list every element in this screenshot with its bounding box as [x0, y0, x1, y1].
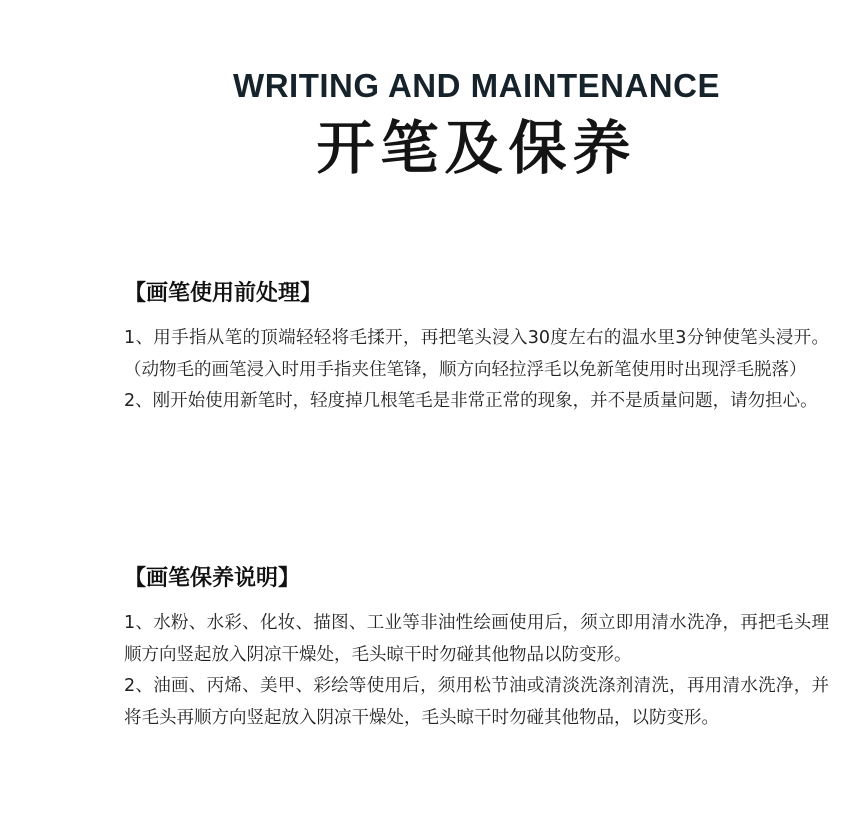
paragraph: 1、水粉、水彩、化妆、描图、工业等非油性绘画使用后，须立即用清水洗净，再把毛头理顺方向竖起放入阴凉干燥处，毛头晾干时勿碰其他物品以防变形。 [124, 613, 829, 665]
paragraph: 1、用手指从笔的顶端轻轻将毛揉开，再把笔头浸入30度左右的温水里3分钟使笔头浸开。（动物毛的画笔浸入时用手指夹住笔锋，顺方向轻拉浮毛以免新笔使用时出现浮毛脱落） [124, 328, 829, 380]
paragraph: 2、刚开始使用新笔时，轻度掉几根笔毛是非常正常的现象，并不是质量问题，请勿担心。 [124, 391, 818, 411]
section-heading: 【画笔保养说明】 [124, 566, 301, 591]
paragraph: 2、油画、丙烯、美甲、彩绘等使用后，须用松节油或清淡洗涤剂清洗，再用清水洗净，并将毛头再顺方向竖起放入阴凉干燥处，毛头晾干时勿碰其他物品，以防变形。 [124, 676, 829, 728]
page-title-english: WRITING AND MAINTENANCE [233, 67, 720, 104]
section-maintenance-instructions [124, 561, 829, 734]
page-title-chinese: 开笔及保养 [316, 114, 637, 182]
section-pre-use-treatment [124, 276, 829, 418]
section-heading: 【画笔使用前处理】 [124, 281, 323, 306]
